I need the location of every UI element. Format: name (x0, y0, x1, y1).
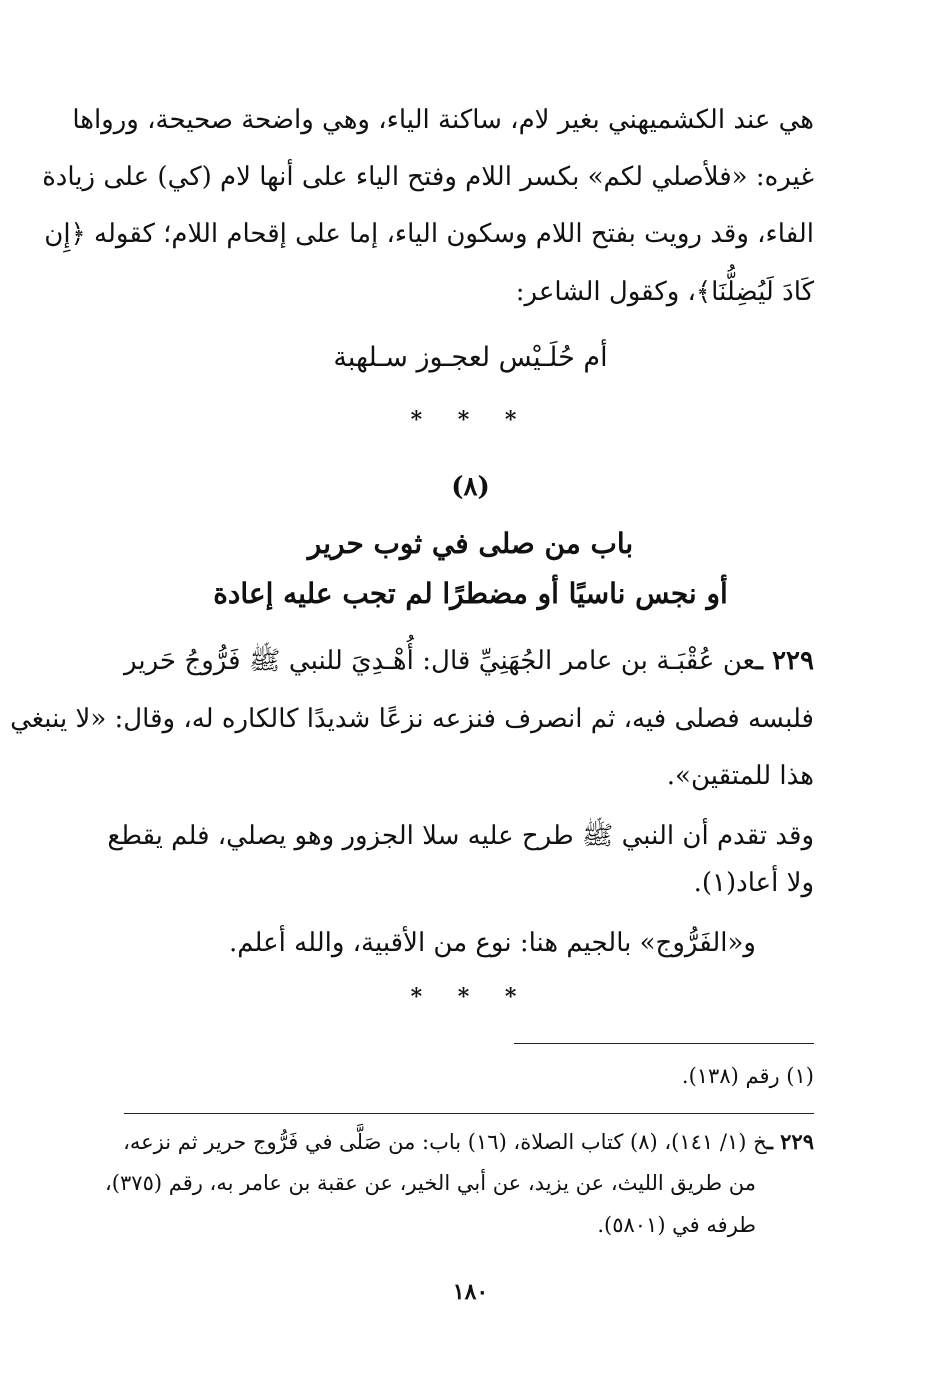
text-line (124, 641, 814, 681)
text-line: الفاء، وقد رويت بفتح اللام وسكون الياء، إما على إقحام اللام؛ كقوله ﴿إِن (44, 219, 814, 249)
text-line: ولا أعاد(١). (693, 868, 814, 898)
chapter-title-line: أو نجس ناسيًا أو مضطرًا لم تجب عليه إعادة (213, 577, 728, 610)
takhrij-text: خ (١/ ١٤١)، (٨) كتاب الصلاة، (١٦) باب: من صَلَّى في فَرُّوج حرير ثم نزعه، (123, 1130, 767, 1154)
takhrij-line: من طريق الليث، عن يزيد، عن أبي الخير، عن عقبة بن عامر به، رقم (٣٧٥)، (105, 1171, 756, 1195)
footnote-divider (514, 1043, 814, 1044)
chapter-title-line: باب من صلى في ثوب حرير (307, 527, 634, 560)
takhrij-line: طرفه في (٥٨٠١). (597, 1213, 756, 1237)
text-line: كَادَ لَيُضِلُّنَا﴾، وكقول الشاعر: (515, 277, 814, 307)
hadith-number: ٢٢٩ ـ (755, 646, 814, 676)
text-line: هذا للمتقين». (666, 761, 814, 791)
poetry-verse: أم حُلَـيْس لعجـوز سـلهبة (333, 342, 608, 373)
text-line: فلبسه فصلى فيه، ثم انصرف فنزعه نزعًا شديدًا كالكاره له، وقال: «لا ينبغي (10, 704, 814, 734)
commentary-paragraph: و«الفَرُّوج» بالجيم هنا: نوع من الأقبية، والله أعلم. (228, 928, 756, 958)
takhrij-line (124, 1124, 814, 1160)
footnote: (١) رقم (١٣٨). (681, 1064, 814, 1088)
text-line: هي عند الكشميهني بغير لام، ساكنة الياء، وهي واضحة صحيحة، ورواها (72, 105, 814, 135)
section-separator: * * * (410, 984, 531, 1010)
text-line: غيره: «فلأصلي لكم» بكسر اللام وفتح الياء على أنها لام (كي) على زيادة (42, 162, 814, 192)
takhrij-divider (124, 1113, 814, 1114)
chapter-number: (٨) (451, 472, 490, 502)
section-separator: * * * (410, 407, 531, 433)
takhrij-number: ٢٢٩ ـ (766, 1129, 814, 1154)
hadith-text: عن عُقْبَـة بن عامر الجُهَنِيِّ قال: أُهْـدِيَ للنبي ﷺ فَرُّوجُ حَرير (124, 646, 756, 676)
page-number: ١٨٠ (452, 1279, 489, 1305)
text-line: وقد تقدم أن النبي ﷺ طرح عليه سلا الجزور وهو يصلي، فلم يقطع (107, 821, 814, 851)
